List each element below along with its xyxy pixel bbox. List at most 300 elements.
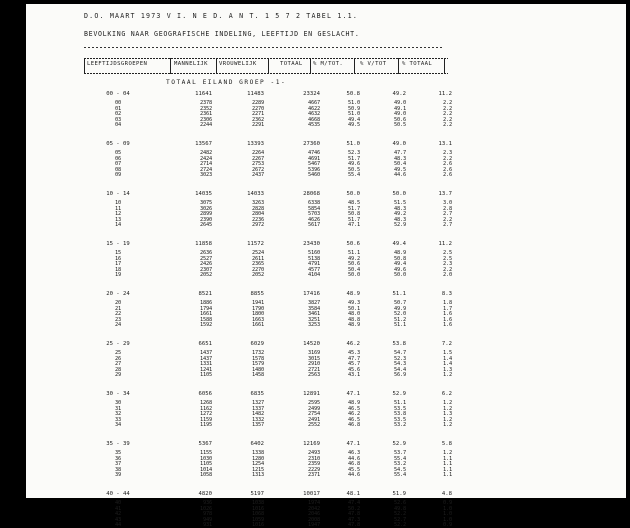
cell-total: 3461 <box>308 311 320 318</box>
cell-pct-female: 54.4 <box>394 366 406 373</box>
cell-male: 11641 <box>195 91 212 97</box>
column-header-total: TOTAAL <box>280 61 303 67</box>
cell-pct-total: 1.6 <box>443 311 452 318</box>
cell-pct-male: 51.0 <box>346 141 360 147</box>
cell-male: 1886 <box>200 300 212 306</box>
cell-total: 3827 <box>308 300 320 306</box>
cell-pct-male: 47.8 <box>348 511 360 518</box>
column-header-pct-female: % V/TOT <box>360 61 387 67</box>
cell-total: 5138 <box>308 255 320 262</box>
cell-pct-male: 47.8 <box>348 522 360 528</box>
cell-pct-female: 48.3 <box>394 216 406 223</box>
cell-age: 20 <box>115 300 121 306</box>
cell-age: 38 <box>115 466 121 473</box>
cell-pct-total: 1.8 <box>443 300 452 306</box>
age-group-total-row <box>26 92 626 97</box>
cell-pct-female: 52.2 <box>394 511 406 518</box>
cell-pct-total: 3.0 <box>443 200 452 206</box>
cell-pct-female: 50.5 <box>394 122 406 129</box>
cell-total: 2359 <box>308 461 320 468</box>
cell-total: 5396 <box>308 166 320 173</box>
cell-female: 1327 <box>252 400 264 406</box>
cell-pct-total: 0.9 <box>443 500 452 506</box>
cell-age: 00 <box>115 100 121 106</box>
cell-total: 2563 <box>308 372 320 379</box>
cell-pct-female: 53.2 <box>394 461 406 468</box>
cell-total: 6338 <box>308 200 320 206</box>
cell-age: 07 <box>115 161 121 168</box>
cell-pct-total: 1.0 <box>443 511 452 518</box>
cell-female: 1068 <box>252 511 264 518</box>
cell-male: 6651 <box>198 341 212 347</box>
cell-pct-female: 48.3 <box>394 205 406 212</box>
age-year-row <box>26 323 626 328</box>
age-group-total-row <box>26 292 626 297</box>
cell-female: 1280 <box>252 455 264 462</box>
cell-pct-male: 50.6 <box>346 241 360 247</box>
cell-age: 02 <box>115 111 121 118</box>
cell-pct-female: 51.1 <box>394 400 406 406</box>
cell-female: 1038 <box>252 500 264 506</box>
age-year-row <box>26 373 626 378</box>
column-separator <box>444 58 445 74</box>
cell-total: 5460 <box>308 172 320 179</box>
cell-pct-male: 48.9 <box>346 291 360 297</box>
cell-pct-total: 2.3 <box>443 150 452 156</box>
cell-total: 4746 <box>308 150 320 156</box>
age-year-row <box>26 223 626 228</box>
cell-pct-total: 4.8 <box>441 491 452 497</box>
cell-female: 6835 <box>250 391 264 397</box>
header-bottom-rule <box>84 73 448 74</box>
cell-pct-total: 2.6 <box>443 161 452 168</box>
cell-pct-total: 1.6 <box>443 322 452 329</box>
cell-pct-male: 49.6 <box>348 161 360 168</box>
cell-female: 2267 <box>252 155 264 162</box>
cell-total: 2008 <box>308 516 320 523</box>
cell-pct-total: 5.8 <box>441 441 452 447</box>
cell-female: 2289 <box>252 100 264 106</box>
cell-age: 05 - 09 <box>106 141 130 147</box>
cell-female: 2972 <box>252 222 264 229</box>
cell-age: 25 <box>115 350 121 356</box>
cell-female: 1661 <box>252 322 264 329</box>
cell-male: 2244 <box>200 122 212 129</box>
cell-total: 2499 <box>308 405 320 412</box>
cell-total: 2042 <box>308 505 320 512</box>
cell-female: 6402 <box>250 441 264 447</box>
cell-pct-female: 49.2 <box>392 91 406 97</box>
cell-total: 5617 <box>308 222 320 229</box>
cell-pct-female: 53.8 <box>394 411 406 418</box>
cell-pct-total: 2.2 <box>443 105 452 112</box>
cell-pct-female: 51.9 <box>392 491 406 497</box>
cell-female: 1579 <box>252 361 264 368</box>
cell-pct-total: 1.4 <box>443 361 452 368</box>
cell-pct-female: 53.7 <box>394 450 406 456</box>
cell-total: 4626 <box>308 216 320 223</box>
cell-female: 1941 <box>252 300 264 306</box>
cell-pct-male: 49.2 <box>348 255 360 262</box>
cell-total: 17416 <box>303 291 320 297</box>
cell-male: 3023 <box>200 172 212 179</box>
cell-total: 5854 <box>308 205 320 212</box>
cell-female: 1357 <box>252 422 264 429</box>
cell-total: 2229 <box>308 466 320 473</box>
cell-female: 3263 <box>252 200 264 206</box>
cell-age: 06 <box>115 155 121 162</box>
cell-age: 13 <box>115 216 121 223</box>
cell-age: 35 <box>115 450 121 456</box>
cell-pct-male: 45.3 <box>348 350 360 356</box>
cell-age: 15 <box>115 250 121 256</box>
cell-pct-male: 47.1 <box>348 222 360 229</box>
age-group-total-row <box>26 242 626 247</box>
cell-pct-female: 50.0 <box>392 191 406 197</box>
cell-pct-female: 55.4 <box>394 472 406 479</box>
cell-pct-male: 45.5 <box>348 466 360 473</box>
age-group-total-row <box>26 192 626 197</box>
cell-total: 4577 <box>308 266 320 273</box>
cell-total: 3251 <box>308 316 320 323</box>
cell-pct-male: 48.9 <box>348 322 360 329</box>
cell-male: 1794 <box>200 305 212 312</box>
cell-pct-female: 47.7 <box>394 150 406 156</box>
cell-total: 23324 <box>303 91 320 97</box>
age-year-row <box>26 423 626 428</box>
cell-pct-female: 49.5 <box>394 166 406 173</box>
cell-pct-male: 46.8 <box>348 461 360 468</box>
cell-total: 4632 <box>308 111 320 118</box>
cell-age: 34 <box>115 422 121 429</box>
cell-total: 1974 <box>308 500 320 506</box>
cell-pct-male: 50.6 <box>348 261 360 268</box>
cell-total: 2754 <box>308 411 320 418</box>
cell-female: 2271 <box>252 111 264 118</box>
column-header-male: MANNELIJK <box>174 61 208 67</box>
cell-pct-total: 2.2 <box>443 111 452 118</box>
cell-female: 1059 <box>252 516 264 523</box>
cell-pct-male: 51.7 <box>348 216 360 223</box>
cell-pct-male: 46.3 <box>348 450 360 456</box>
cell-age: 03 <box>115 116 121 123</box>
cell-pct-total: 1.2 <box>443 450 452 456</box>
cell-pct-female: 53.2 <box>394 422 406 429</box>
header-top-rule <box>84 58 448 59</box>
cell-pct-total: 1.5 <box>443 350 452 356</box>
cell-male: 1026 <box>200 505 212 512</box>
cell-pct-male: 50.5 <box>348 166 360 173</box>
cell-male: 1661 <box>200 311 212 318</box>
cell-pct-male: 51.7 <box>348 205 360 212</box>
cell-age: 30 - 34 <box>106 391 130 397</box>
cell-male: 2352 <box>200 105 212 112</box>
cell-pct-total: 2.2 <box>443 266 452 273</box>
cell-pct-male: 49.3 <box>348 300 360 306</box>
cell-age: 40 - 44 <box>106 491 130 497</box>
cell-pct-female: 49.2 <box>394 211 406 218</box>
cell-pct-total: 1.2 <box>443 372 452 379</box>
age-group-total-row <box>26 142 626 147</box>
column-separator <box>170 58 171 74</box>
cell-total: 23430 <box>303 241 320 247</box>
cell-pct-male: 43.1 <box>348 372 360 379</box>
cell-pct-total: 1.1 <box>443 466 452 473</box>
cell-male: 2482 <box>200 150 212 156</box>
cell-female: 1482 <box>252 411 264 418</box>
cell-pct-male: 46.5 <box>348 416 360 423</box>
cell-female: 5197 <box>250 491 264 497</box>
cell-age: 08 <box>115 166 121 173</box>
cell-female: 13393 <box>247 141 264 147</box>
cell-pct-male: 48.8 <box>348 316 360 323</box>
cell-male: 2527 <box>200 255 212 262</box>
cell-female: 1215 <box>252 466 264 473</box>
cell-age: 11 <box>115 205 121 212</box>
cell-pct-male: 46.2 <box>346 341 360 347</box>
cell-female: 11483 <box>247 91 264 97</box>
cell-total: 27360 <box>303 141 320 147</box>
cell-male: 936 <box>203 500 212 506</box>
cell-female: 1663 <box>252 316 264 323</box>
cell-male: 1268 <box>200 400 212 406</box>
cell-age: 43 <box>115 516 121 523</box>
cell-age: 24 <box>115 322 121 329</box>
cell-age: 25 - 29 <box>106 341 130 347</box>
cell-age: 10 - 14 <box>106 191 130 197</box>
cell-age: 14 <box>115 222 121 229</box>
cell-age: 17 <box>115 261 121 268</box>
cell-pct-male: 49.4 <box>348 116 360 123</box>
cell-pct-total: 2.3 <box>443 261 452 268</box>
cell-age: 44 <box>115 522 121 528</box>
cell-male: 2899 <box>200 211 212 218</box>
cell-age: 00 - 04 <box>106 91 130 97</box>
cell-pct-female: 52.9 <box>392 391 406 397</box>
cell-pct-total: 1.2 <box>443 405 452 412</box>
cell-pct-male: 51.1 <box>348 250 360 256</box>
cell-age: 20 - 24 <box>106 291 130 297</box>
cell-pct-male: 45.7 <box>348 361 360 368</box>
cell-pct-male: 46.2 <box>348 411 360 418</box>
cell-male: 2645 <box>200 222 212 229</box>
cell-female: 2524 <box>252 250 264 256</box>
cell-female: 2672 <box>252 166 264 173</box>
cell-male: 1272 <box>200 411 212 418</box>
cell-male: 1030 <box>200 455 212 462</box>
cell-male: 1195 <box>200 422 212 429</box>
cell-total: 2491 <box>308 416 320 423</box>
cell-pct-total: 6.2 <box>441 391 452 397</box>
cell-female: 1313 <box>252 472 264 479</box>
cell-pct-female: 49.0 <box>394 111 406 118</box>
cell-pct-total: 1.6 <box>443 316 452 323</box>
cell-pct-female: 54.3 <box>394 361 406 368</box>
cell-pct-female: 50.7 <box>394 300 406 306</box>
cell-total: 3169 <box>308 350 320 356</box>
cell-age: 33 <box>115 416 121 423</box>
cell-total: 12169 <box>303 441 320 447</box>
cell-male: 2378 <box>200 100 212 106</box>
cell-pct-total: 1.1 <box>443 461 452 468</box>
cell-total: 14520 <box>303 341 320 347</box>
cell-total: 12891 <box>303 391 320 397</box>
cell-pct-total: 8.3 <box>441 291 452 297</box>
cell-total: 2721 <box>308 366 320 373</box>
cell-pct-female: 44.6 <box>394 172 406 179</box>
cell-male: 2307 <box>200 266 212 273</box>
cell-male: 1105 <box>200 461 212 468</box>
cell-age: 29 <box>115 372 121 379</box>
cell-male: 14035 <box>195 191 212 197</box>
cell-female: 1332 <box>252 416 264 423</box>
cell-male: 2361 <box>200 111 212 118</box>
cell-age: 32 <box>115 411 121 418</box>
cell-pct-female: 50.0 <box>394 272 406 279</box>
cell-pct-total: 13.7 <box>438 191 452 197</box>
cell-pct-total: 2.2 <box>443 155 452 162</box>
cell-age: 15 - 19 <box>106 241 130 247</box>
cell-total: 2046 <box>308 511 320 518</box>
cell-pct-female: 49.4 <box>392 241 406 247</box>
cell-pct-total: 0.9 <box>443 522 452 528</box>
cell-pct-male: 51.0 <box>348 100 360 106</box>
cell-pct-female: 49.9 <box>394 305 406 312</box>
cell-pct-female: 52.9 <box>394 222 406 229</box>
cell-female: 2362 <box>252 116 264 123</box>
cell-pct-total: 2.8 <box>443 205 452 212</box>
age-year-row <box>26 123 626 128</box>
cell-pct-female: 51.2 <box>394 316 406 323</box>
cell-pct-female: 52.2 <box>394 522 406 528</box>
cell-total: 3015 <box>308 355 320 362</box>
age-year-row <box>26 273 626 278</box>
cell-pct-male: 44.6 <box>348 455 360 462</box>
cell-female: 14033 <box>247 191 264 197</box>
cell-female: 1790 <box>252 305 264 312</box>
cell-total: 4791 <box>308 261 320 268</box>
column-separator <box>310 58 311 74</box>
cell-pct-female: 49.0 <box>392 141 406 147</box>
cell-age: 19 <box>115 272 121 279</box>
cell-age: 16 <box>115 255 121 262</box>
cell-total: 2493 <box>308 450 320 456</box>
cell-male: 2424 <box>200 155 212 162</box>
cell-pct-male: 51.0 <box>348 111 360 118</box>
cell-pct-total: 2.0 <box>443 272 452 279</box>
cell-pct-total: 1.3 <box>443 411 452 418</box>
cell-pct-male: 46.8 <box>348 422 360 429</box>
cell-pct-total: 13.1 <box>438 141 452 147</box>
cell-male: 931 <box>203 522 212 528</box>
age-group-total-row <box>26 342 626 347</box>
age-group-total-row <box>26 392 626 397</box>
cell-total: 5467 <box>308 161 320 168</box>
cell-male: 2636 <box>200 250 212 256</box>
cell-male: 1437 <box>200 355 212 362</box>
cell-pct-female: 53.8 <box>392 341 406 347</box>
cell-total: 4667 <box>308 100 320 106</box>
cell-female: 6029 <box>250 341 264 347</box>
cell-age: 37 <box>115 461 121 468</box>
cell-male: 3075 <box>200 200 212 206</box>
cell-female: 11572 <box>247 241 264 247</box>
cell-total: 2371 <box>308 472 320 479</box>
cell-pct-female: 50.4 <box>394 161 406 168</box>
cell-pct-total: 2.6 <box>443 172 452 179</box>
cell-pct-male: 47.1 <box>346 441 360 447</box>
cell-total: 4104 <box>308 272 320 279</box>
column-separator <box>354 58 355 74</box>
table-title: BEVOLKING NAAR GEOGRAFISCHE INDELING, LEEFTIJD EN GESLACHT. <box>84 30 360 38</box>
cell-total: 4668 <box>308 116 320 123</box>
cell-female: 1458 <box>252 372 264 379</box>
cell-pct-male: 50.9 <box>348 105 360 112</box>
cell-male: 1331 <box>200 361 212 368</box>
cell-total: 5703 <box>308 211 320 218</box>
cell-pct-total: 1.4 <box>443 355 452 362</box>
cell-total: 2310 <box>308 455 320 462</box>
cell-female: 1016 <box>252 522 264 528</box>
cell-male: 1014 <box>200 466 212 473</box>
cell-pct-female: 52.3 <box>394 355 406 362</box>
document-page <box>26 4 626 528</box>
cell-total: 3584 <box>308 305 320 312</box>
cell-age: 31 <box>115 405 121 412</box>
column-header-pct-male: % M/TOT. <box>313 61 344 67</box>
cell-female: 1016 <box>252 505 264 512</box>
cell-pct-male: 50.2 <box>348 505 360 512</box>
cell-pct-female: 54.5 <box>394 466 406 473</box>
cell-pct-male: 50.4 <box>348 266 360 273</box>
cell-pct-female: 51.1 <box>392 291 406 297</box>
cell-total: 1947 <box>308 522 320 528</box>
cell-total: 2552 <box>308 422 320 429</box>
cell-male: 6056 <box>198 391 212 397</box>
cell-age: 42 <box>115 511 121 518</box>
cell-pct-female: 54.7 <box>394 350 406 356</box>
cell-male: 1105 <box>200 372 212 379</box>
cell-pct-female: 53.5 <box>394 405 406 412</box>
cell-female: 2236 <box>252 216 264 223</box>
age-group-total-row <box>26 442 626 447</box>
cell-female: 2291 <box>252 122 264 129</box>
cell-male: 2052 <box>200 272 212 279</box>
column-separator <box>268 58 269 74</box>
cell-male: 1058 <box>200 472 212 479</box>
column-header-female: VROUWELIJK <box>219 61 257 67</box>
cell-age: 05 <box>115 150 121 156</box>
cell-pct-female: 52.9 <box>392 441 406 447</box>
document-header-line: D.O. MAART 1973 V I. N E D. A N T. 1 5 7 2 TABEL 1.1. <box>84 12 358 20</box>
cell-pct-female: 49.1 <box>394 105 406 112</box>
cell-age: 18 <box>115 266 121 273</box>
cell-pct-female: 49.8 <box>394 505 406 512</box>
column-separator <box>216 58 217 74</box>
cell-pct-female: 49.0 <box>394 100 406 106</box>
cell-pct-male: 50.0 <box>346 191 360 197</box>
cell-female: 1480 <box>252 366 264 373</box>
cell-pct-male: 52.3 <box>348 150 360 156</box>
cell-male: 4820 <box>198 491 212 497</box>
cell-female: 1578 <box>252 355 264 362</box>
cell-total: 28068 <box>303 191 320 197</box>
cell-female: 2828 <box>252 205 264 212</box>
cell-pct-male: 50.8 <box>346 91 360 97</box>
cell-pct-total: 2.2 <box>443 216 452 223</box>
cell-male: 978 <box>203 511 212 518</box>
cell-female: 1254 <box>252 461 264 468</box>
